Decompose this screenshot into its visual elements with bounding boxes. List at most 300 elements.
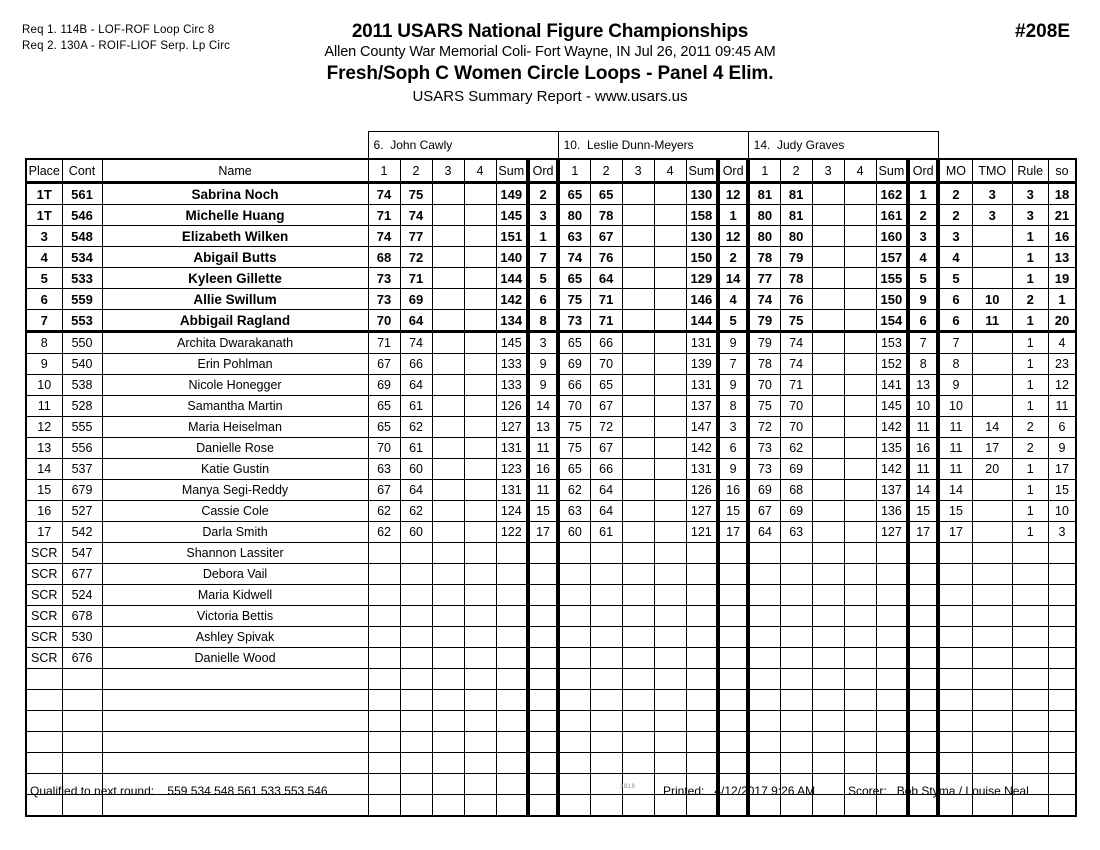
cell-judge2-sum [686, 564, 718, 585]
cell-judge2-ord [718, 585, 748, 606]
table-row [26, 564, 1076, 585]
cell-tmo [972, 226, 1012, 247]
cell-judge2-sum [686, 732, 718, 753]
cell-judge1-sum: 134 [496, 310, 528, 332]
cell-mo: 6 [938, 289, 972, 310]
cell-name: Abigail Butts [102, 247, 368, 268]
col-header-j2-m1: 1 [558, 159, 590, 183]
cell-judge3-mark1: 81 [748, 183, 780, 205]
cell-so [1048, 711, 1076, 732]
cell-judge1-sum [496, 606, 528, 627]
cell-judge1-mark4 [464, 247, 496, 268]
cell-place [26, 669, 62, 690]
cell-mo [938, 648, 972, 669]
cell-judge2-mark2: 64 [590, 480, 622, 501]
cell-judge1-sum [496, 669, 528, 690]
cell-judge2-mark1: 75 [558, 438, 590, 459]
cell-so: 15 [1048, 480, 1076, 501]
cell-judge1-ord: 3 [528, 332, 558, 354]
cell-judge2-sum [686, 543, 718, 564]
cell-judge1-mark2 [400, 585, 432, 606]
cell-judge3-mark3 [812, 627, 844, 648]
cell-judge2-ord: 8 [718, 396, 748, 417]
cell-judge3-mark2: 75 [780, 310, 812, 332]
cell-judge2-mark3 [622, 480, 654, 501]
cell-judge2-mark3 [622, 332, 654, 354]
cell-rule [1012, 690, 1048, 711]
cell-judge2-mark4 [654, 732, 686, 753]
cell-judge2-mark3 [622, 396, 654, 417]
cell-tmo [972, 501, 1012, 522]
col-header-so: so [1048, 159, 1076, 183]
cell-judge2-mark4 [654, 332, 686, 354]
cell-judge3-sum [876, 690, 908, 711]
table-row [26, 183, 1076, 205]
judge-header-2 [558, 132, 748, 160]
cell-judge2-mark2 [590, 795, 622, 817]
cell-judge3-ord [908, 732, 938, 753]
cell-judge3-mark4 [844, 711, 876, 732]
cell-tmo [972, 375, 1012, 396]
cell-judge3-mark1 [748, 753, 780, 774]
cell-tmo [972, 564, 1012, 585]
cell-judge1-mark1: 67 [368, 354, 400, 375]
judge-3-name: Judy Graves [777, 138, 845, 152]
cell-judge1-mark3 [432, 417, 464, 438]
cell-judge3-ord: 4 [908, 247, 938, 268]
cell-judge3-sum: 162 [876, 183, 908, 205]
cell-judge2-sum: 158 [686, 205, 718, 226]
cell-judge3-ord: 7 [908, 332, 938, 354]
table-row [26, 690, 1076, 711]
cell-judge2-mark3 [622, 268, 654, 289]
cell-tmo: 3 [972, 205, 1012, 226]
cell-judge3-mark3 [812, 522, 844, 543]
cell-judge3-mark2 [780, 564, 812, 585]
cell-judge3-mark4 [844, 522, 876, 543]
cell-judge3-mark4 [844, 396, 876, 417]
cell-judge2-mark3 [622, 648, 654, 669]
cell-judge3-mark3 [812, 711, 844, 732]
cell-tmo [972, 627, 1012, 648]
cell-cont: 677 [62, 564, 102, 585]
cell-name [102, 732, 368, 753]
cell-mo: 17 [938, 522, 972, 543]
cell-judge3-sum [876, 606, 908, 627]
cell-judge1-mark4 [464, 711, 496, 732]
cell-judge1-mark2: 64 [400, 480, 432, 501]
cell-place: 3 [26, 226, 62, 247]
table-row [26, 375, 1076, 396]
cell-judge3-ord [908, 753, 938, 774]
col-header-mo: MO [938, 159, 972, 183]
cell-judge1-ord: 6 [528, 289, 558, 310]
cell-judge1-mark1 [368, 627, 400, 648]
cell-judge1-mark2: 72 [400, 247, 432, 268]
cell-judge2-mark1: 65 [558, 459, 590, 480]
cell-judge3-sum: 142 [876, 459, 908, 480]
cell-judge1-sum: 142 [496, 289, 528, 310]
table-row [26, 289, 1076, 310]
cell-rule: 3 [1012, 183, 1048, 205]
cell-judge1-mark2 [400, 690, 432, 711]
cell-judge3-mark2 [780, 732, 812, 753]
cell-judge1-sum: 123 [496, 459, 528, 480]
cell-judge2-sum: 147 [686, 417, 718, 438]
cell-judge3-sum: 142 [876, 417, 908, 438]
cell-judge3-mark1 [748, 543, 780, 564]
cell-judge2-mark2: 65 [590, 375, 622, 396]
cell-judge2-ord [718, 690, 748, 711]
cell-judge1-mark3 [432, 205, 464, 226]
cell-judge3-ord [908, 648, 938, 669]
qualified-list: 559 534 548 561 533 553 546 [167, 784, 328, 798]
cell-so [1048, 753, 1076, 774]
cell-judge2-mark1 [558, 753, 590, 774]
cell-judge3-mark1 [748, 648, 780, 669]
cell-judge3-mark3 [812, 375, 844, 396]
cell-judge3-sum: 136 [876, 501, 908, 522]
cell-judge2-mark4 [654, 585, 686, 606]
cell-judge1-mark2 [400, 774, 432, 795]
cell-judge3-ord: 1 [908, 183, 938, 205]
cell-judge1-sum: 149 [496, 183, 528, 205]
cell-judge1-mark4 [464, 268, 496, 289]
cell-judge2-mark1: 80 [558, 205, 590, 226]
cell-judge1-ord [528, 543, 558, 564]
cell-judge1-mark1: 71 [368, 332, 400, 354]
requirement-line-2: Req 2. 130A - ROIF-LIOF Serp. Lp Circ [22, 40, 231, 52]
cell-judge1-ord [528, 795, 558, 817]
venue-line: Allen County War Memorial Coli- Fort Wayne, IN Jul 26, 2011 09:45 AM [324, 44, 776, 60]
cell-judge1-mark3 [432, 732, 464, 753]
cell-judge1-mark4 [464, 501, 496, 522]
table-row [26, 732, 1076, 753]
cell-place: SCR [26, 564, 62, 585]
cell-judge2-mark2 [590, 732, 622, 753]
cell-judge2-mark3 [622, 226, 654, 247]
cell-judge3-sum: 150 [876, 289, 908, 310]
cell-judge2-mark4 [654, 354, 686, 375]
cell-rule: 1 [1012, 522, 1048, 543]
cell-place [26, 753, 62, 774]
col-header-j1-m3: 3 [432, 159, 464, 183]
cell-so: 17 [1048, 459, 1076, 480]
cell-judge2-mark2: 71 [590, 289, 622, 310]
cell-judge3-mark4 [844, 417, 876, 438]
cell-judge3-mark2 [780, 585, 812, 606]
cell-so [1048, 669, 1076, 690]
cell-mo [938, 627, 972, 648]
scorer-label: Scorer: [848, 784, 887, 798]
cell-judge2-mark2 [590, 648, 622, 669]
cell-judge3-mark4 [844, 438, 876, 459]
cell-judge2-mark1: 74 [558, 247, 590, 268]
cell-judge1-mark3 [432, 522, 464, 543]
cell-place: SCR [26, 585, 62, 606]
cell-cont [62, 732, 102, 753]
cell-judge1-mark2 [400, 711, 432, 732]
cell-judge2-mark3 [622, 417, 654, 438]
cell-judge1-ord: 3 [528, 205, 558, 226]
cell-name: Danielle Rose [102, 438, 368, 459]
cell-judge2-sum [686, 585, 718, 606]
cell-judge3-mark1 [748, 711, 780, 732]
cell-judge2-mark1 [558, 627, 590, 648]
cell-judge1-sum: 131 [496, 438, 528, 459]
cell-judge1-mark4 [464, 522, 496, 543]
results-table [25, 131, 1077, 817]
cell-place: SCR [26, 606, 62, 627]
cell-judge2-mark1: 70 [558, 396, 590, 417]
cell-judge1-mark4 [464, 459, 496, 480]
cell-judge1-mark4 [464, 795, 496, 817]
cell-judge1-mark4 [464, 417, 496, 438]
judge-2-name: Leslie Dunn-Meyers [586, 138, 694, 152]
cell-judge2-mark2: 67 [590, 438, 622, 459]
cell-judge1-mark4 [464, 310, 496, 332]
cell-judge3-sum: 135 [876, 438, 908, 459]
cell-judge1-ord [528, 606, 558, 627]
cell-rule [1012, 648, 1048, 669]
cell-judge1-mark3 [432, 648, 464, 669]
cell-judge1-mark3 [432, 332, 464, 354]
judge-band-spacer-right [938, 132, 1076, 160]
col-header-j2-ord: Ord [718, 159, 748, 183]
cell-judge3-sum [876, 732, 908, 753]
cell-name: Darla Smith [102, 522, 368, 543]
cell-judge1-mark4 [464, 480, 496, 501]
cell-judge2-ord: 6 [718, 438, 748, 459]
cell-judge3-mark4 [844, 289, 876, 310]
cell-tmo [972, 268, 1012, 289]
cell-judge2-mark1: 65 [558, 332, 590, 354]
judge-1-name: John Cawly [390, 138, 453, 152]
cell-rule: 3 [1012, 205, 1048, 226]
cell-judge1-mark3 [432, 627, 464, 648]
table-row [26, 501, 1076, 522]
cell-so: 10 [1048, 501, 1076, 522]
cell-judge1-mark4 [464, 375, 496, 396]
table-row [26, 480, 1076, 501]
cell-judge1-mark3 [432, 247, 464, 268]
cell-name: Samantha Martin [102, 396, 368, 417]
cell-cont: 542 [62, 522, 102, 543]
cell-cont [62, 690, 102, 711]
cell-judge1-mark3 [432, 438, 464, 459]
cell-judge3-mark3 [812, 585, 844, 606]
cell-tmo [972, 606, 1012, 627]
cell-judge2-ord [718, 627, 748, 648]
cell-mo [938, 543, 972, 564]
cell-judge2-mark1: 73 [558, 310, 590, 332]
cell-name: Ashley Spivak [102, 627, 368, 648]
cell-judge3-ord: 6 [908, 310, 938, 332]
cell-so: 9 [1048, 438, 1076, 459]
cell-judge2-mark2: 67 [590, 226, 622, 247]
table-row [26, 753, 1076, 774]
cell-judge2-mark4 [654, 226, 686, 247]
cell-judge2-ord: 1 [718, 205, 748, 226]
cell-judge2-mark3 [622, 247, 654, 268]
cell-judge1-mark4 [464, 226, 496, 247]
cell-mo: 14 [938, 480, 972, 501]
cell-judge3-mark3 [812, 226, 844, 247]
cell-judge3-mark4 [844, 226, 876, 247]
cell-judge2-mark2 [590, 627, 622, 648]
cell-judge2-ord [718, 711, 748, 732]
cell-judge2-mark2: 66 [590, 459, 622, 480]
cell-so [1048, 606, 1076, 627]
cell-judge3-mark4 [844, 247, 876, 268]
cell-judge2-mark2: 71 [590, 310, 622, 332]
cell-place: 1T [26, 205, 62, 226]
cell-judge3-mark3 [812, 310, 844, 332]
cell-judge3-mark2: 69 [780, 459, 812, 480]
cell-judge1-mark4 [464, 774, 496, 795]
cell-judge3-mark1 [748, 732, 780, 753]
cell-judge2-sum: 130 [686, 183, 718, 205]
cell-judge3-ord: 11 [908, 459, 938, 480]
cell-name: Kyleen Gillette [102, 268, 368, 289]
cell-judge1-mark1: 74 [368, 226, 400, 247]
cell-cont: 547 [62, 543, 102, 564]
cell-judge1-mark3 [432, 711, 464, 732]
cell-judge2-mark3 [622, 289, 654, 310]
cell-rule [1012, 585, 1048, 606]
table-row [26, 332, 1076, 354]
cell-judge1-mark3 [432, 669, 464, 690]
col-header-cont: Cont [62, 159, 102, 183]
cell-judge2-mark1 [558, 606, 590, 627]
cell-judge1-mark3 [432, 310, 464, 332]
cell-judge3-mark3 [812, 332, 844, 354]
cell-judge3-mark4 [844, 627, 876, 648]
cell-judge3-sum: 153 [876, 332, 908, 354]
cell-tmo [972, 332, 1012, 354]
title-block [0, 20, 1100, 107]
cell-judge3-mark4 [844, 459, 876, 480]
event-title: Fresh/Soph C Women Circle Loops - Panel 4 Elim. [326, 63, 774, 84]
col-header-j3-sum: Sum [876, 159, 908, 183]
cell-judge2-sum: 121 [686, 522, 718, 543]
cell-judge2-mark2 [590, 711, 622, 732]
printed-value: 4/12/2017 9:26 AM [714, 784, 816, 798]
table-row [26, 247, 1076, 268]
cell-cont [62, 669, 102, 690]
cell-place: 14 [26, 459, 62, 480]
cell-judge1-mark3 [432, 289, 464, 310]
cell-judge1-ord [528, 564, 558, 585]
cell-judge1-mark1: 70 [368, 310, 400, 332]
cell-cont: 561 [62, 183, 102, 205]
cell-judge1-mark1: 65 [368, 396, 400, 417]
cell-judge2-sum: 150 [686, 247, 718, 268]
cell-judge3-ord: 9 [908, 289, 938, 310]
cell-judge3-mark4 [844, 564, 876, 585]
cell-judge2-sum: 144 [686, 310, 718, 332]
cell-judge2-mark3 [622, 690, 654, 711]
cell-judge2-ord: 16 [718, 480, 748, 501]
cell-judge1-mark2: 66 [400, 354, 432, 375]
cell-judge1-mark4 [464, 753, 496, 774]
judge-header-3 [748, 132, 938, 160]
cell-judge1-mark1 [368, 564, 400, 585]
cell-judge2-mark1: 60 [558, 522, 590, 543]
cell-place: SCR [26, 627, 62, 648]
cell-name: Sabrina Noch [102, 183, 368, 205]
cell-name: Michelle Huang [102, 205, 368, 226]
cell-judge2-ord: 5 [718, 310, 748, 332]
cell-judge2-mark3 [622, 205, 654, 226]
cell-judge2-mark3 [622, 627, 654, 648]
cell-mo: 2 [938, 183, 972, 205]
cell-judge1-ord: 8 [528, 310, 558, 332]
cell-judge2-sum: 146 [686, 289, 718, 310]
cell-judge2-mark1 [558, 690, 590, 711]
table-row [26, 627, 1076, 648]
cell-judge1-sum [496, 753, 528, 774]
cell-so [1048, 564, 1076, 585]
table-row [26, 310, 1076, 332]
judge-2-number: 10. [563, 138, 581, 152]
table-row [26, 669, 1076, 690]
cell-mo: 15 [938, 501, 972, 522]
cell-judge1-mark2: 61 [400, 396, 432, 417]
cell-judge3-mark2: 80 [780, 226, 812, 247]
cell-judge3-ord: 17 [908, 522, 938, 543]
cell-judge3-mark1: 73 [748, 438, 780, 459]
cell-judge2-mark2: 64 [590, 268, 622, 289]
cell-judge2-mark3 [622, 732, 654, 753]
cell-judge3-sum [876, 669, 908, 690]
cell-judge3-mark1: 77 [748, 268, 780, 289]
cell-judge3-mark2 [780, 711, 812, 732]
cell-so: 21 [1048, 205, 1076, 226]
cell-judge2-ord: 9 [718, 375, 748, 396]
cell-judge1-ord: 15 [528, 501, 558, 522]
cell-judge2-mark4 [654, 522, 686, 543]
cell-so [1048, 732, 1076, 753]
cell-so: 4 [1048, 332, 1076, 354]
cell-judge3-mark2: 63 [780, 522, 812, 543]
cell-judge3-mark4 [844, 332, 876, 354]
cell-judge1-mark4 [464, 732, 496, 753]
col-header-j1-m4: 4 [464, 159, 496, 183]
cell-judge3-mark2: 70 [780, 417, 812, 438]
printed-label: Printed: [663, 784, 705, 798]
cell-judge1-mark2: 77 [400, 226, 432, 247]
cell-mo: 8 [938, 354, 972, 375]
table-row [26, 354, 1076, 375]
cell-judge2-mark2 [590, 564, 622, 585]
cell-judge1-mark4 [464, 396, 496, 417]
cell-judge3-mark4 [844, 585, 876, 606]
cell-judge3-mark3 [812, 205, 844, 226]
cell-judge3-mark3 [812, 564, 844, 585]
cell-judge2-mark1 [558, 669, 590, 690]
cell-judge1-sum: 133 [496, 354, 528, 375]
cell-so: 19 [1048, 268, 1076, 289]
cell-judge3-mark1: 64 [748, 522, 780, 543]
cell-judge2-sum: 127 [686, 501, 718, 522]
cell-judge1-mark3 [432, 564, 464, 585]
cell-judge3-mark3 [812, 774, 844, 795]
cell-judge1-ord [528, 585, 558, 606]
col-header-j1-sum: Sum [496, 159, 528, 183]
cell-cont: 550 [62, 332, 102, 354]
cell-tmo: 3 [972, 183, 1012, 205]
